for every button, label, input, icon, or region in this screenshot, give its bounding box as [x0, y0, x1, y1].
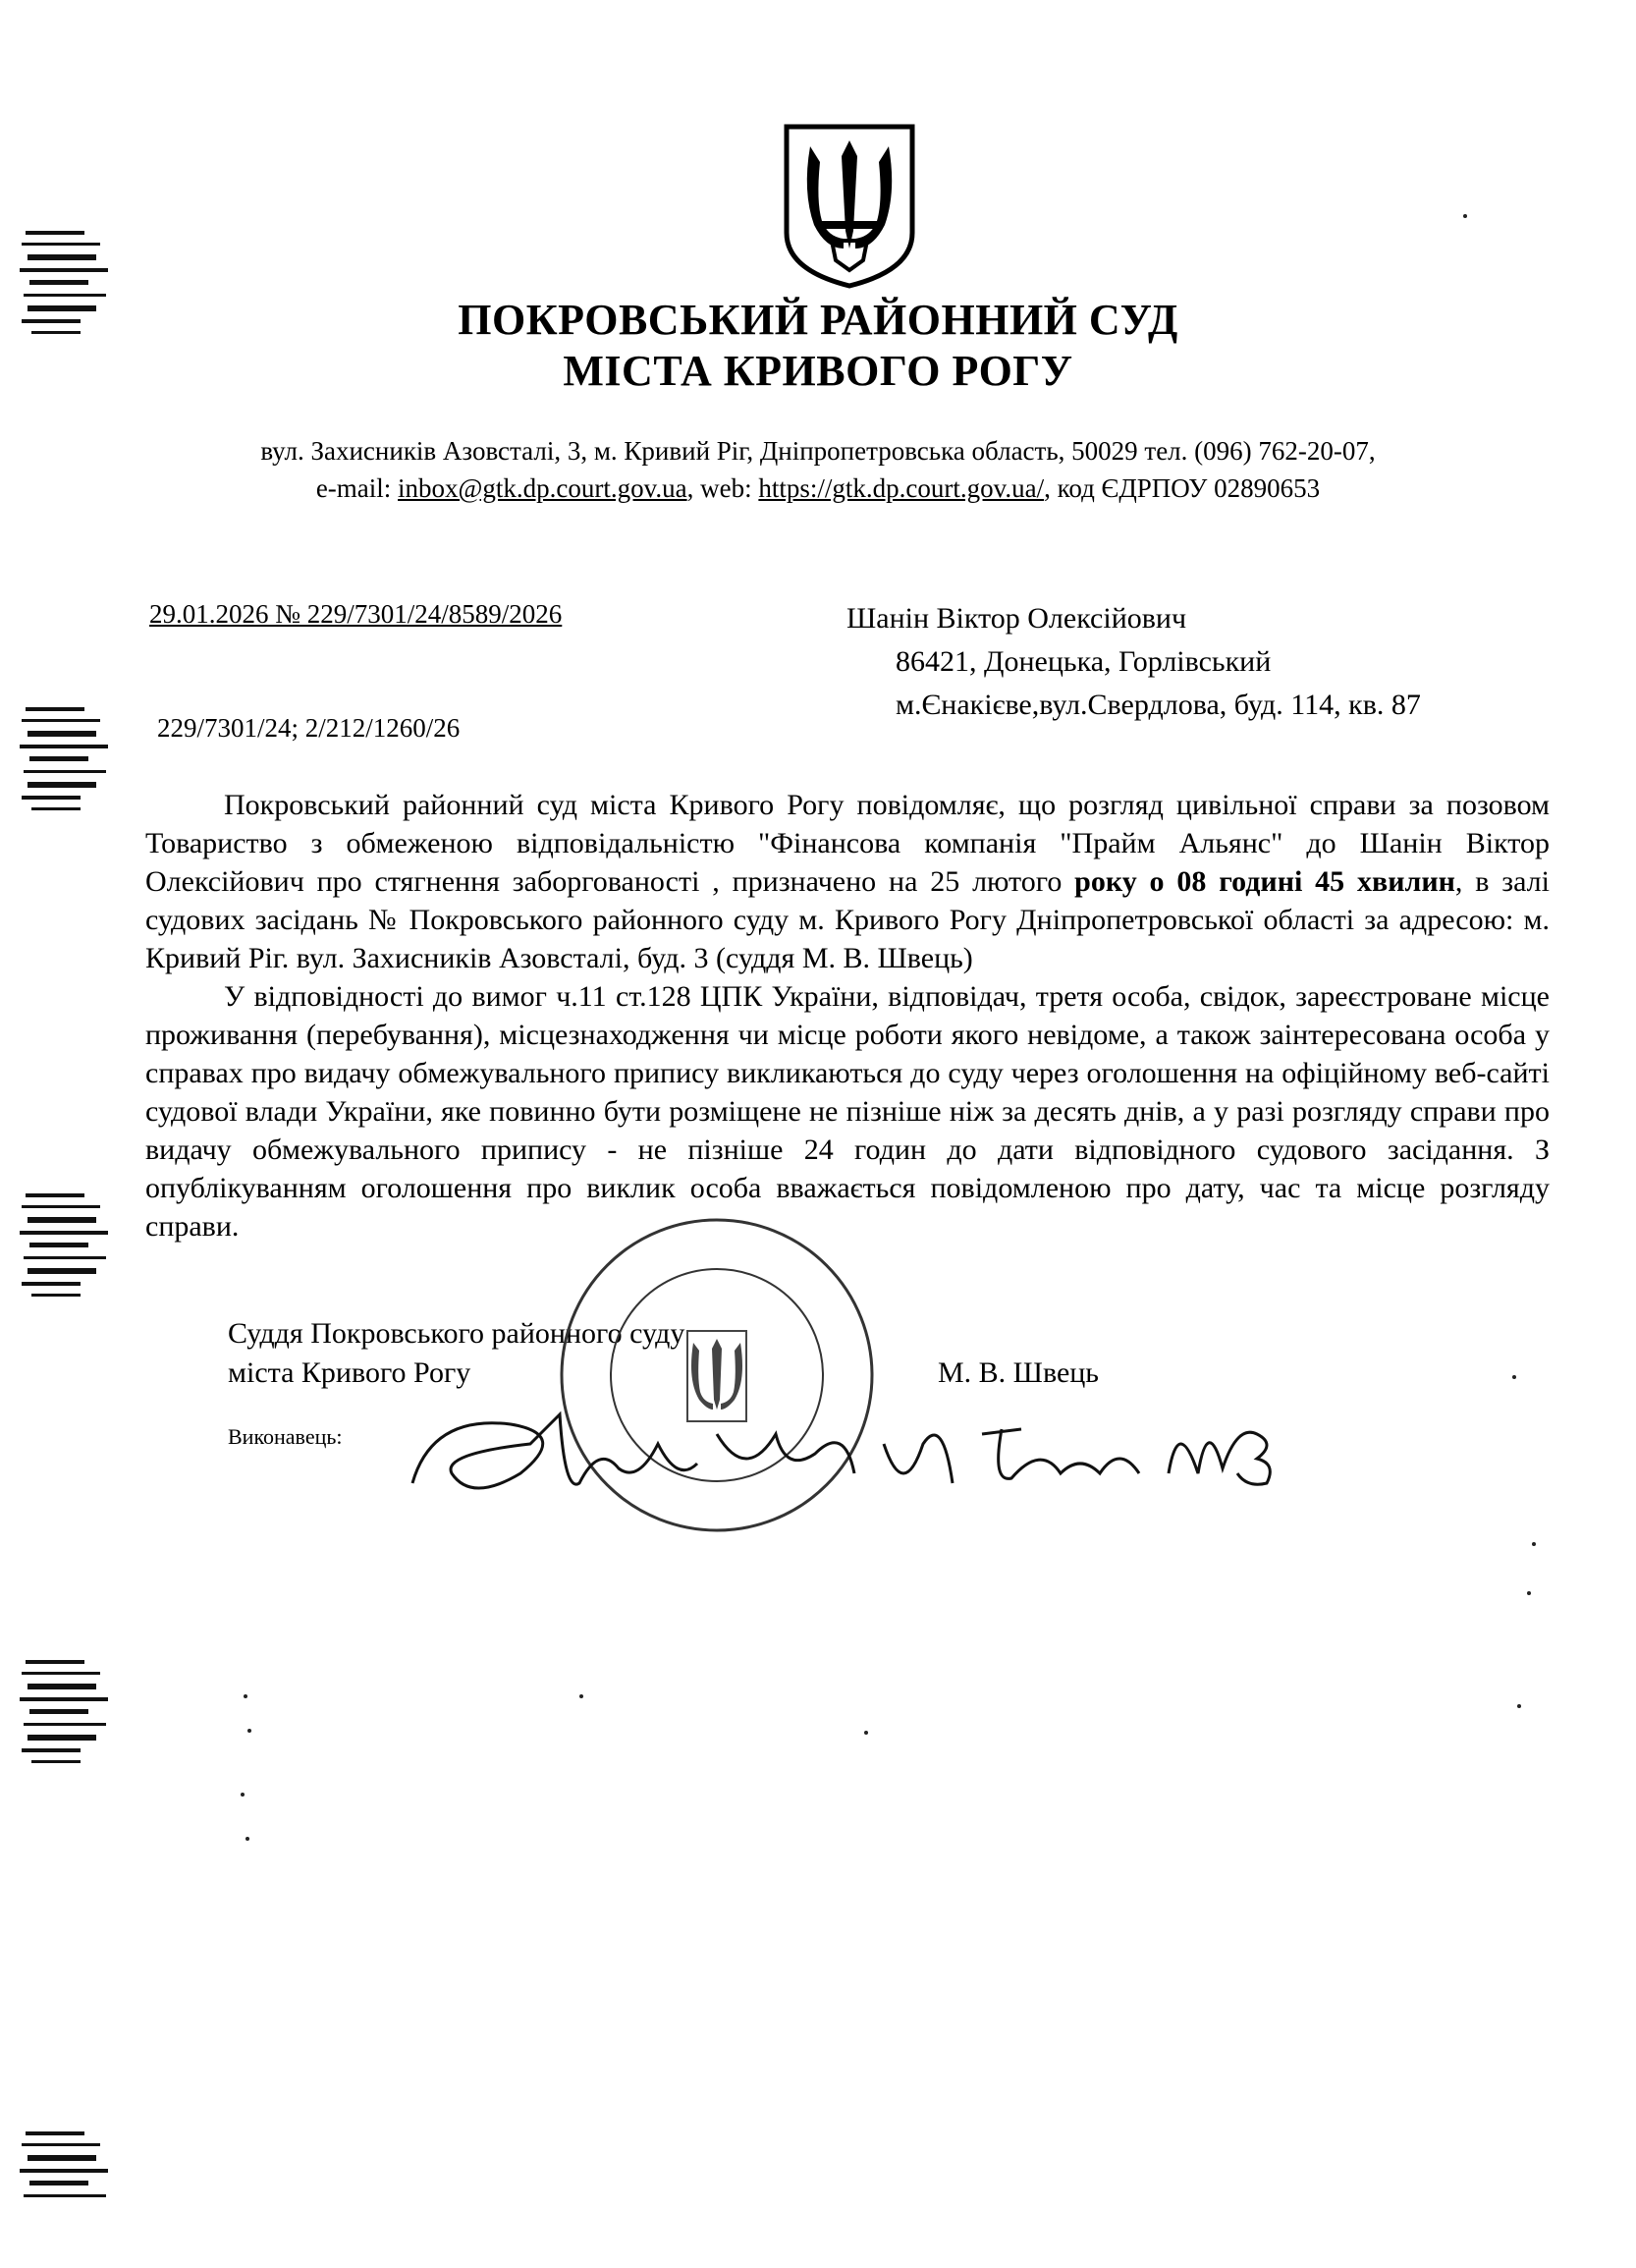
web-link[interactable]: https://gtk.dp.court.gov.ua/ — [758, 473, 1045, 503]
web-label: , web: — [686, 473, 759, 503]
speck — [1532, 1542, 1536, 1546]
speck — [864, 1731, 868, 1735]
scan-artifact-icon — [18, 1184, 116, 1311]
speck — [241, 1793, 245, 1797]
signature-position-line2: міста Кривого Рогу — [228, 1356, 471, 1389]
speck — [1463, 214, 1467, 218]
hearing-time: року о 08 годині 45 хвилин — [1074, 865, 1455, 898]
court-name-line1: ПОКРОВСЬКИЙ РАЙОННИЙ СУД — [458, 296, 1178, 344]
scan-artifact-icon — [18, 2122, 116, 2249]
coat-of-arms-icon — [781, 123, 918, 290]
edrpou-code: , код ЄДРПОУ 02890653 — [1044, 473, 1321, 503]
court-contacts — [0, 470, 1636, 507]
handwritten-signature-icon — [393, 1375, 1316, 1522]
summons-paragraph: Покровський районний суд міста Кривого Рогу повідомляє, що розгляд цивільної справи за позовом Товариство з обмеженою відповідальністю "Фінансова компанія "Прайм Альянс" до Шанін Віктор Олексійович про стягнення заборгованості , призначено на 25 лютого року о 08 годині 45 хвилин, в залі судових засідань № Покровського районного суду м. Кривого Рогу Дніпропетровської області за адресою: м. Кривий Ріг. вул. Захисників Азовсталі, буд. 3 (суддя М. В. Швець) — [145, 789, 1550, 974]
legal-notice-paragraph: У відповідності до вимог ч.11 ст.128 ЦПК України, відповідач, третя особа, свідок, зареєстроване місце проживання (перебування), місцезнаходження чи місце роботи якого невідоме, а також заінтересована особа у справах про видачу обмежувального припису викликаються до суду через оголошення на офіційному веб-сайті судової влади України, яке повинно бути розміщене не пізніше ніж за десять днів, а у разі розгляду справи про видачу обмежувального припису - не пізніше 24 годин до дати відповідного судового засідання. З опублікуванням оголошення про виклик особа вважається повідомленою про дату, час та місце розгляду справи. — [145, 980, 1550, 1243]
recipient-address-line1: 86421, Донецька, Горлівський — [896, 645, 1272, 678]
scan-artifact-icon — [18, 1650, 116, 1778]
signature-position-line1: Суддя Покровського районного суду — [228, 1317, 685, 1350]
recipient-address-line2: м.Єнакієве,вул.Свердлова, буд. 114, кв. 87 — [896, 689, 1421, 721]
email-link[interactable]: inbox@gtk.dp.court.gov.ua — [398, 473, 687, 503]
speck — [245, 1837, 249, 1841]
speck — [1527, 1591, 1531, 1595]
court-name-line2: МІСТА КРИВОГО РОГУ — [563, 347, 1073, 395]
outgoing-date-number: 29.01.2026 № 229/7301/24/8589/2026 — [149, 599, 563, 629]
email-label: e-mail: — [315, 473, 399, 503]
scan-artifact-icon — [18, 221, 116, 349]
executor-label: Виконавець: — [228, 1424, 343, 1449]
scan-artifact-icon — [18, 697, 116, 825]
speck — [244, 1694, 247, 1698]
case-numbers: 229/7301/24; 2/212/1260/26 — [157, 713, 461, 743]
speck — [1512, 1375, 1516, 1379]
speck — [579, 1694, 583, 1698]
speck — [1517, 1704, 1521, 1708]
letter-body — [145, 786, 1550, 1245]
judge-name: М. В. Швець — [938, 1356, 1099, 1389]
speck — [247, 1729, 251, 1733]
court-address: вул. Захисників Азовсталі, 3, м. Кривий Ріг, Дніпропетровська область, 50029 тел. (096) 762-20-07, — [260, 436, 1376, 466]
recipient-name: Шанін Віктор Олексійович — [846, 602, 1187, 635]
